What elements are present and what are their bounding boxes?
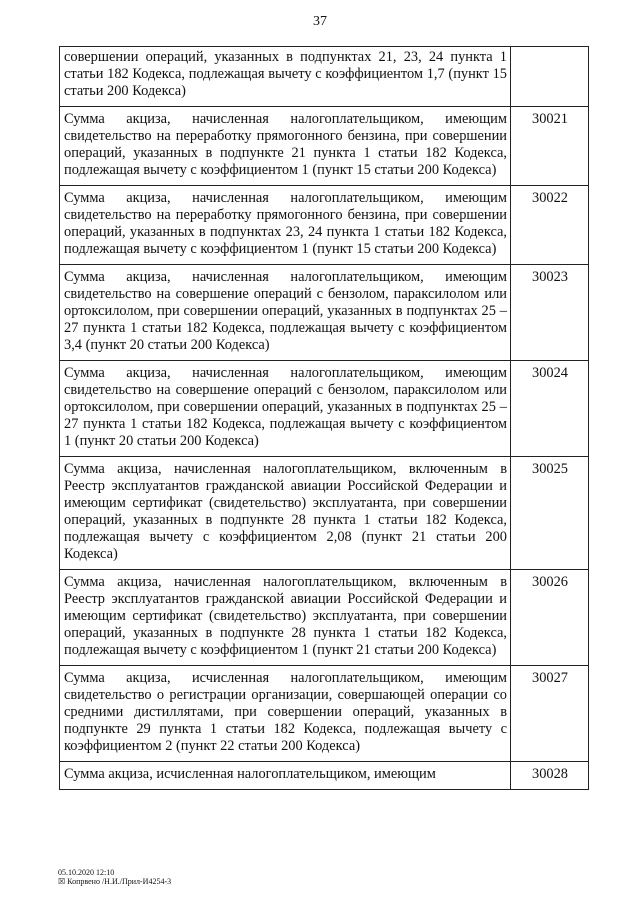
page-number: 37 — [313, 14, 327, 29]
footer-file-reference: ☒ Копрвено /Н.И./Прил-И4254-3 — [58, 877, 172, 886]
row-code: 30024 — [511, 361, 589, 457]
table-row — [60, 762, 589, 790]
row-code: 30025 — [511, 457, 589, 570]
row-description: Сумма акциза, исчисленная налогоплательщиком, имеющим свидетельство о регистрации организации, совершающей операции со средними дистиллятами, при совершении операций, указанных в подпункте 29 пункта 1 статьи 182 Кодекса, подлежащая вычету с коэффициентом 2 (пункт 22 статьи 200 Кодекса) — [60, 666, 511, 762]
code-table — [59, 46, 589, 790]
row-description: Сумма акциза, исчисленная налогоплательщиком, имеющим — [60, 762, 511, 790]
table-row — [60, 186, 589, 265]
row-code: 30026 — [511, 570, 589, 666]
row-code: 30023 — [511, 265, 589, 361]
row-description: Сумма акциза, начисленная налогоплательщиком, имеющим свидетельство на совершение операций с бензолом, параксилолом или ортоксилолом, при совершении операций, указанных в подпунктах 25 – 27 пункта 1 статьи 182 Кодекса, подлежащая вычету с коэффициентом 3,4 (пункт 20 статьи 200 Кодекса) — [60, 265, 511, 361]
row-description: Сумма акциза, начисленная налогоплательщиком, включенным в Реестр эксплуатантов гражданской авиации Российской Федерации и имеющим сертификат (свидетельство) эксплуатанта, при совершении операций, указанных в подпункте 28 пункта 1 статьи 182 Кодекса, подлежащая вычету с коэффициентом 2,08 (пункт 21 статьи 200 Кодекса) — [60, 457, 511, 570]
row-description: Сумма акциза, начисленная налогоплательщиком, имеющим свидетельство на совершение операций с бензолом, параксилолом или ортоксилолом, при совершении операций, указанных в подпунктах 25 – 27 пункта 1 статьи 182 Кодекса, подлежащая вычету с коэффициентом 1 (пункт 20 статьи 200 Кодекса) — [60, 361, 511, 457]
row-description: совершении операций, указанных в подпунктах 21, 23, 24 пункта 1 статьи 182 Кодекса, подлежащая вычету с коэффициентом 1,7 (пункт 15 статьи 200 Кодекса) — [60, 47, 511, 107]
row-code: 30022 — [511, 186, 589, 265]
document-footer — [58, 868, 171, 886]
table-row — [60, 570, 589, 666]
table-row — [60, 107, 589, 186]
row-code: 30027 — [511, 666, 589, 762]
table-row — [60, 265, 589, 361]
row-description: Сумма акциза, начисленная налогоплательщиком, включенным в Реестр эксплуатантов гражданской авиации Российской Федерации и имеющим сертификат (свидетельство) эксплуатанта, при совершении операций, указанных в подпункте 28 пункта 1 статьи 182 Кодекса, подлежащая вычету с коэффициентом 1 (пункт 21 статьи 200 Кодекса) — [60, 570, 511, 666]
row-description: Сумма акциза, начисленная налогоплательщиком, имеющим свидетельство на переработку прямогонного бензина, при совершении операций, указанных в подпункте 21 пункта 1 статьи 182 Кодекса, подлежащая вычету с коэффициентом 1 (пункт 15 статьи 200 Кодекса) — [60, 107, 511, 186]
table-row — [60, 457, 589, 570]
row-code: 30021 — [511, 107, 589, 186]
row-description: Сумма акциза, начисленная налогоплательщиком, имеющим свидетельство на переработку прямогонного бензина, при совершении операций, указанных в подпунктах 23, 24 пункта 1 статьи 182 Кодекса, подлежащая вычету с коэффициентом 1 (пункт 15 статьи 200 Кодекса) — [60, 186, 511, 265]
table-row — [60, 666, 589, 762]
row-code — [511, 47, 589, 107]
table-row — [60, 47, 589, 107]
table-row — [60, 361, 589, 457]
row-code: 30028 — [511, 762, 589, 790]
footer-timestamp: 05.10.2020 12:10 — [58, 868, 115, 877]
